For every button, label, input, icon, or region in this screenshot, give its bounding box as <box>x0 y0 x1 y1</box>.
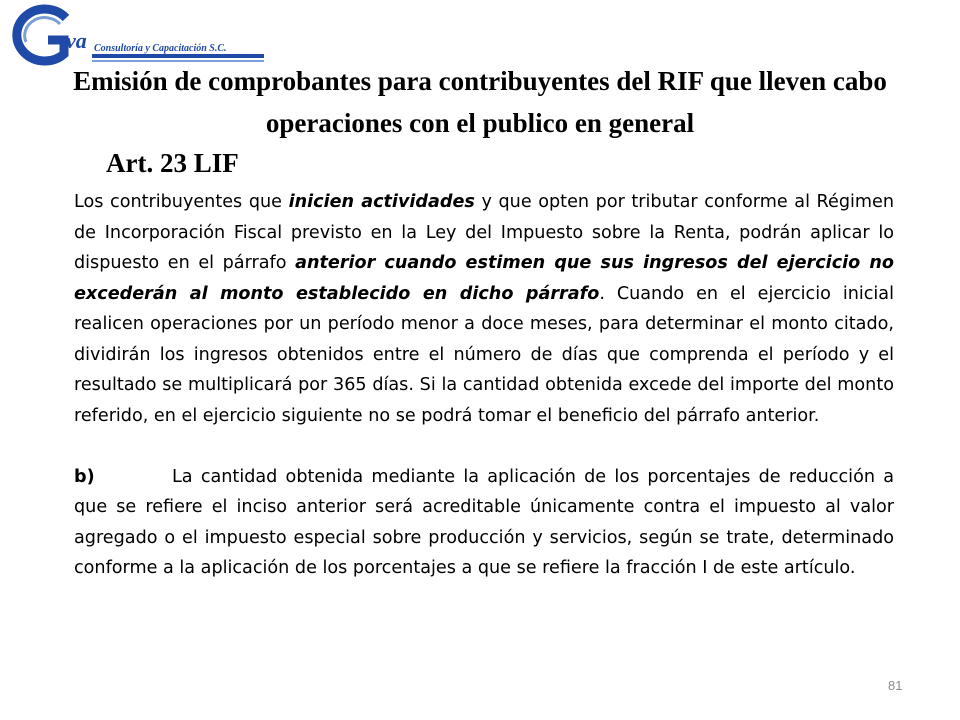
logo-company-name: Consultoría y Capacitación S.C. <box>94 43 227 54</box>
paragraph-1-emphasis-a: inicien actividades <box>288 192 475 212</box>
paragraph-1-emphasis-b: anterior cuando estimen que sus ingresos del ejercicio no excederán al monto establecido en dicho párrafo <box>74 253 894 304</box>
logo-graphic <box>4 4 266 68</box>
svg-text:va: va <box>66 28 87 53</box>
paragraph-1-text-b: y que opten por tributar conforme al Régimen de Incorporación Fiscal previsto en la Ley del Impuesto sobre la Renta, podrán aplicar lo dispuesto en el párrafo <box>74 192 894 273</box>
paragraph-1-text-c: . Cuando en el ejercicio inicial realicen operaciones por un período menor a doce meses, para determinar el monto citado, dividirán los ingresos obtenidos entre el número de días que comprenda el período y el resultado se multiplicará por 365 días. Si la cantidad obtenida excede del importe del monto referido, en el ejercicio siguiente no se podrá tomar el beneficio del párrafo anterior. <box>74 283 894 426</box>
item-b-label: b) <box>74 466 95 487</box>
article-reference: Art. 23 LIF <box>106 148 239 178</box>
paragraph-2-text: La cantidad obtenida mediante la aplicación de los porcentajes de reducción a que se refiere el inciso anterior será acreditable únicamente contra el impuesto al valor agregado o el impuesto especial sobre producción y servicios, según se trate, determinado conforme a la aplicación de los porcentajes a que se refiere la fracción I de este artículo. <box>74 466 894 578</box>
paragraph-1 <box>74 187 894 431</box>
page-number: 81 <box>888 678 903 693</box>
paragraph-2 <box>74 462 894 584</box>
article-body <box>74 187 894 584</box>
paragraph-1-text-a: Los contribuyentes que <box>74 192 289 212</box>
company-logo <box>4 4 266 68</box>
page-title: Emisión de comprobantes para contribuyentes del RIF que lleven cabo operaciones con el publico en general <box>73 66 887 138</box>
paragraph-spacer <box>74 431 894 462</box>
